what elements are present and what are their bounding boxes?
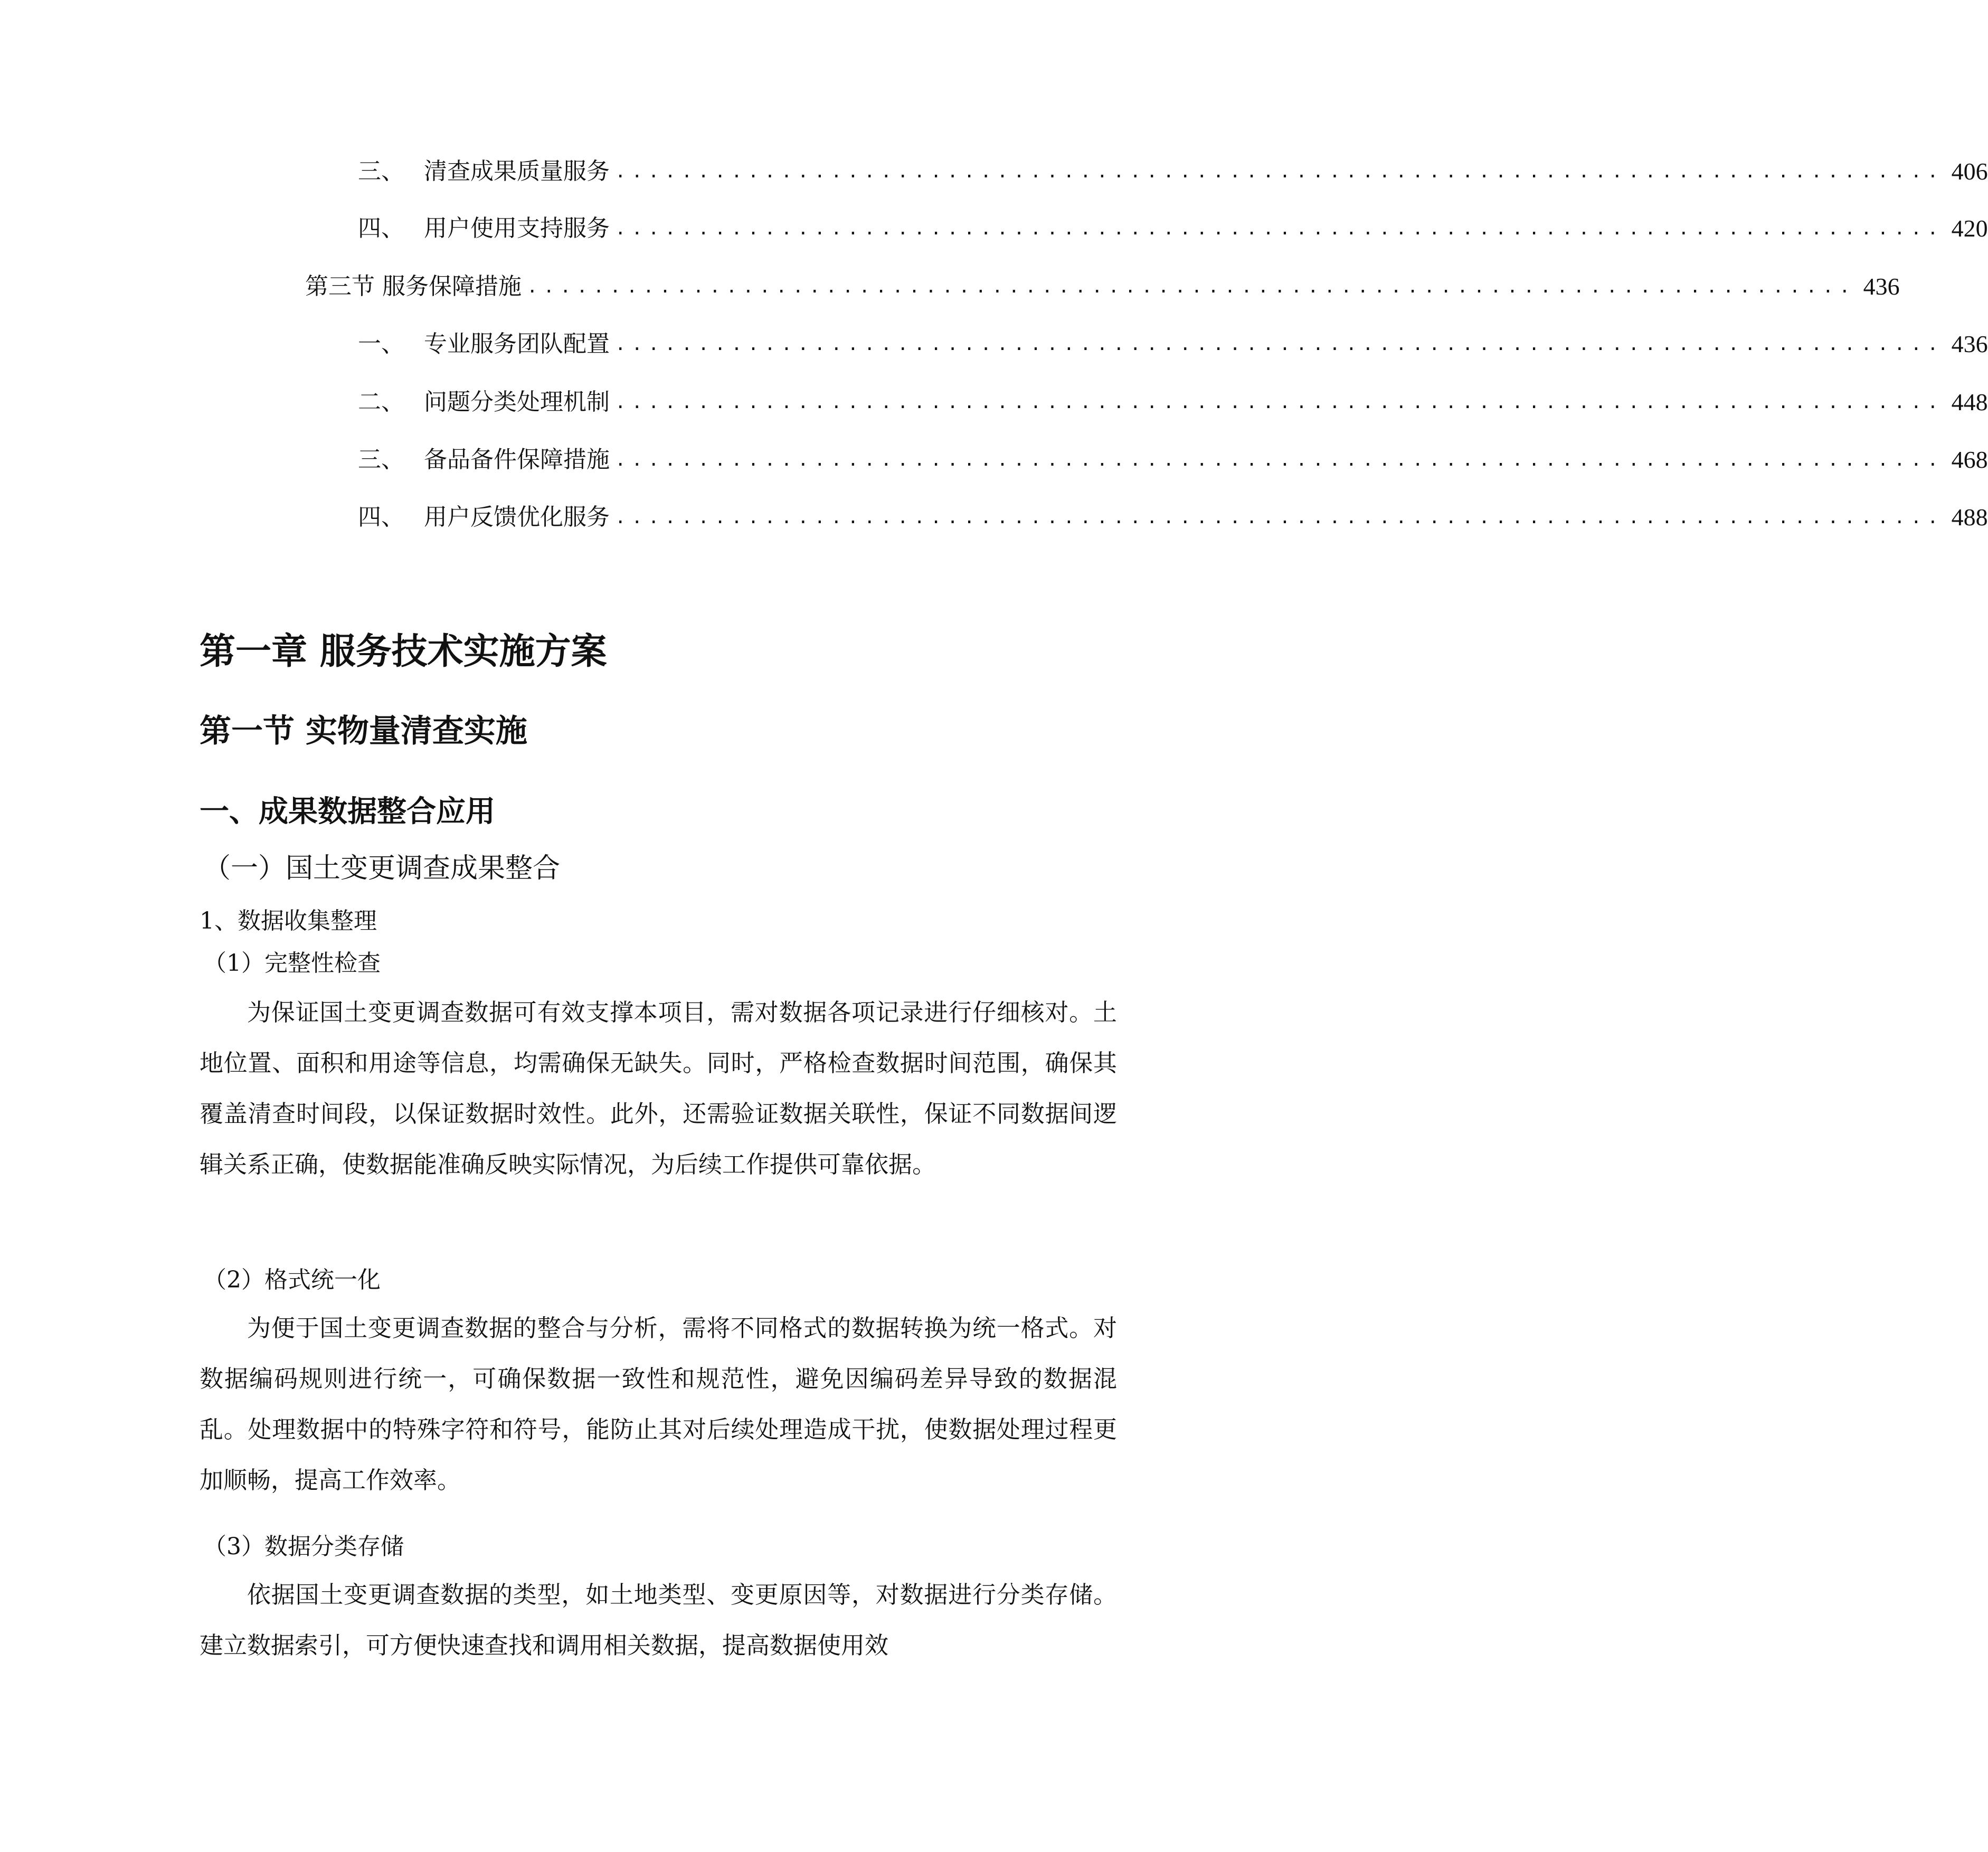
toc-entry-page: 488 [1951, 504, 1988, 531]
paren-heading: （一）国土变更调查成果整合 [203, 853, 561, 884]
toc-entry-title: 第三节 服务保障措施 [305, 273, 522, 300]
subsection-title: 一、成果数据整合应用 [200, 795, 495, 829]
section-title: 第一节 实物量清查实施 [200, 713, 527, 750]
toc-leader-dots: ................................................................................ [615, 218, 1944, 239]
toc-entry-title: 用户反馈优化服务 [424, 504, 610, 531]
toc-entry[interactable] [358, 384, 1988, 421]
toc-entry-page: 406 [1951, 158, 1988, 185]
toc-entry-title: 问题分类处理机制 [424, 389, 610, 415]
numbered-heading: 1、数据收集整理 [200, 908, 377, 934]
toc-entry-page: 436 [1863, 273, 1900, 300]
toc-entry-number: 四、 [358, 215, 404, 242]
toc-leader-dots: ................................................................................ [615, 392, 1944, 413]
toc-entry-number: 三、 [358, 446, 404, 473]
toc-entry-number: 一、 [358, 330, 404, 357]
toc-entry-title: 清查成果质量服务 [424, 158, 610, 185]
toc-entry-page: 436 [1951, 330, 1988, 357]
toc-entry-number: 三、 [358, 158, 404, 185]
toc-entry-title: 专业服务团队配置 [424, 330, 610, 357]
toc-leader-dots: ................................................................................ [615, 334, 1944, 355]
toc-entry-number: 二、 [358, 389, 404, 415]
toc-leader-dots: ................................................................................ [615, 161, 1944, 182]
toc-entry-title: 用户使用支持服务 [424, 215, 610, 242]
toc-leader-dots: ................................................................................ [615, 449, 1944, 470]
toc-entry[interactable] [358, 441, 1988, 478]
toc-entry-title: 备品备件保障措施 [424, 446, 610, 473]
body-paragraph: 为保证国土变更调查数据可有效支撑本项目，需对数据各项记录进行仔细核对。土地位置、面积和用途等信息，均需确保无缺失。同时，严格检查数据时间范围，确保其覆盖清查时间段，以保证数据时效性。此外，还需验证数据关联性，保证不同数据间逻辑关系正确，使数据能准确反映实际情况，为后续工作提供可靠依据。 [200, 998, 1117, 1178]
body-paragraph: 依据国土变更调查数据的类型，如土地类型、变更原因等，对数据进行分类存储。建立数据索引，可方便快速查找和调用相关数据，提高数据使用效 [200, 1581, 1117, 1659]
toc-entry[interactable] [358, 499, 1988, 536]
toc-entry-page: 468 [1951, 446, 1988, 473]
item-heading: （3）数据分类存储 [203, 1533, 404, 1560]
toc-entry-number: 四、 [358, 504, 404, 531]
toc-leader-dots: ................................................................................ [615, 507, 1944, 528]
item-heading: （1）完整性检查 [203, 950, 381, 977]
toc-entry[interactable] [358, 153, 1988, 190]
item-heading: （2）格式统一化 [203, 1267, 381, 1293]
body-paragraph: 为便于国土变更调查数据的整合与分析，需将不同格式的数据转换为统一格式。对数据编码规则进行统一，可确保数据一致性和规范性，避免因编码差异导致的数据混乱。处理数据中的特殊字符和符号，能防止其对后续处理造成干扰，使数据处理过程更加顺畅，提高工作效率。 [200, 1314, 1117, 1494]
toc-leader-dots: ................................................................................ [527, 276, 1856, 297]
toc-entry[interactable] [358, 210, 1988, 247]
chapter-title: 第一章 服务技术实施方案 [200, 631, 607, 673]
toc-entry-page: 420 [1951, 215, 1988, 242]
toc-entry[interactable] [358, 326, 1988, 363]
toc-entry-section[interactable] [305, 268, 1900, 305]
toc-entry-page: 448 [1951, 389, 1988, 415]
